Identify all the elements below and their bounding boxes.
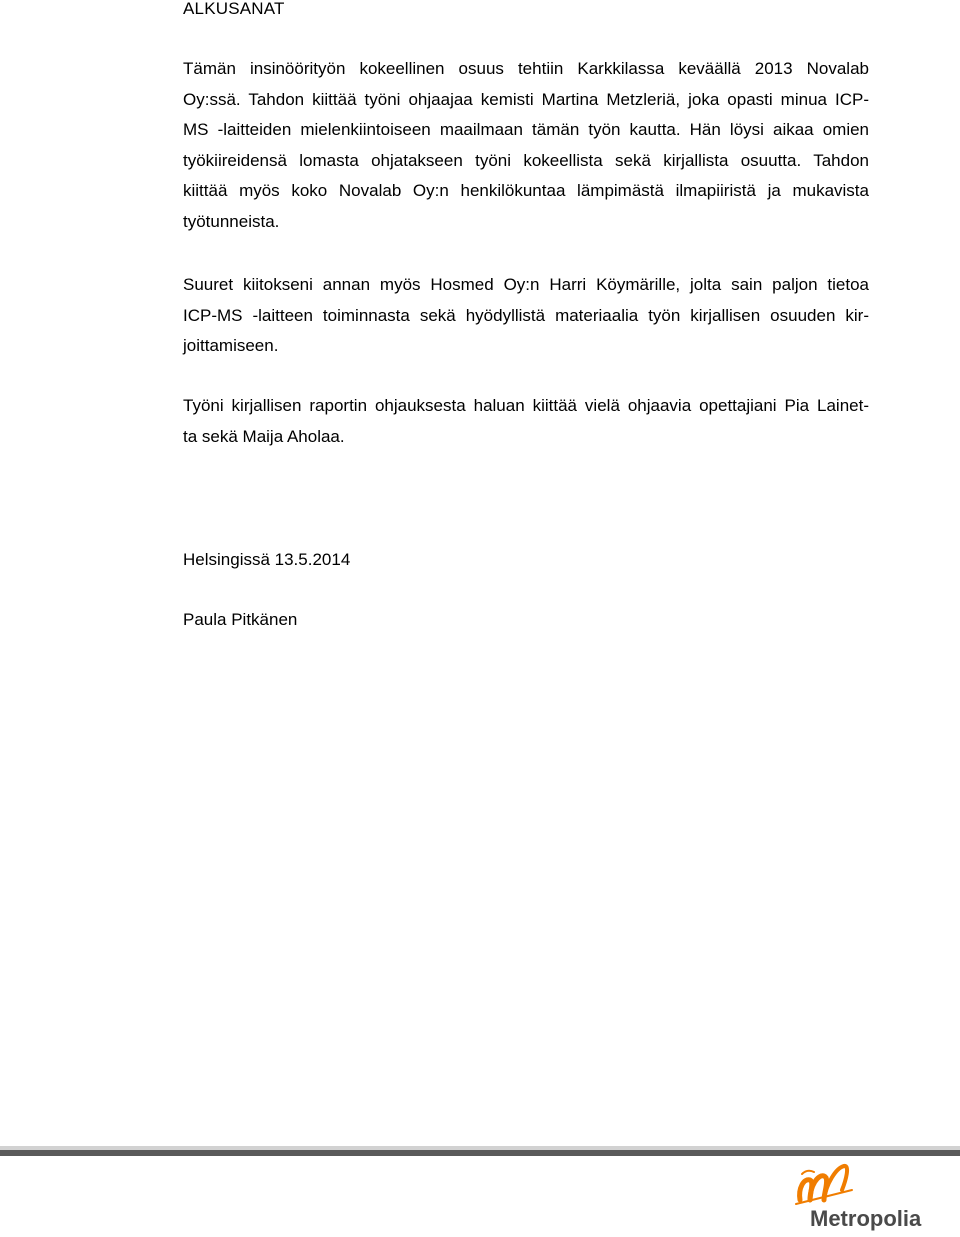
author-name: Paula Pitkänen xyxy=(183,610,298,629)
paragraph-line: työtunneista. xyxy=(183,211,280,231)
metropolia-logo xyxy=(780,1160,930,1232)
paragraph-line: joittamiseen. xyxy=(183,336,279,355)
paragraph-line: MS -laitteiden mielenkiintoiseen maailmaan tämän työn kautta. Hän löysi aikaa omien xyxy=(183,120,869,139)
place-and-date: Helsingissä 13.5.2014 xyxy=(183,550,351,569)
metropolia-logo-mark xyxy=(780,1160,930,1232)
paragraph-2 xyxy=(183,270,869,362)
logo-wordmark: Metropolia xyxy=(810,1206,922,1231)
paragraph-line: Tämän insinöörityön kokeellinen osuus tehtiin Karkkilassa keväällä 2013 Novalab xyxy=(183,59,869,78)
paragraph-line: Suuret kiitokseni annan myös Hosmed Oy:n Harri Köymärille, jolta sain paljon tietoa xyxy=(183,275,869,294)
paragraph-line: ICP-MS -laitteen toiminnasta sekä hyödyllistä materiaalia työn kirjallisen osuuden kir- xyxy=(183,305,869,325)
footer-bar xyxy=(0,1146,960,1156)
page-heading: ALKUSANAT xyxy=(183,0,285,18)
paragraph-line: työkiireidensä lomasta ohjatakseen työni kokeellista sekä kirjallista osuutta. Tahdon xyxy=(183,150,869,170)
paragraph-line: Työni kirjallisen raportin ohjauksesta haluan kiittää vielä ohjaavia opettajiani Pia Lainet- xyxy=(183,396,869,415)
paragraph-line: ta sekä Maija Aholaa. xyxy=(183,426,345,446)
paragraph-line: Oy:ssä. Tahdon kiittää työni ohjaajaa kemisti Martina Metzleriä, joka opasti minua ICP- xyxy=(183,89,869,109)
paragraph-3 xyxy=(183,391,869,452)
paragraph-line: kiittää myös koko Novalab Oy:n henkilökuntaa lämpimästä ilmapiiristä ja mukavista xyxy=(183,181,869,200)
paragraph-1 xyxy=(183,54,869,237)
